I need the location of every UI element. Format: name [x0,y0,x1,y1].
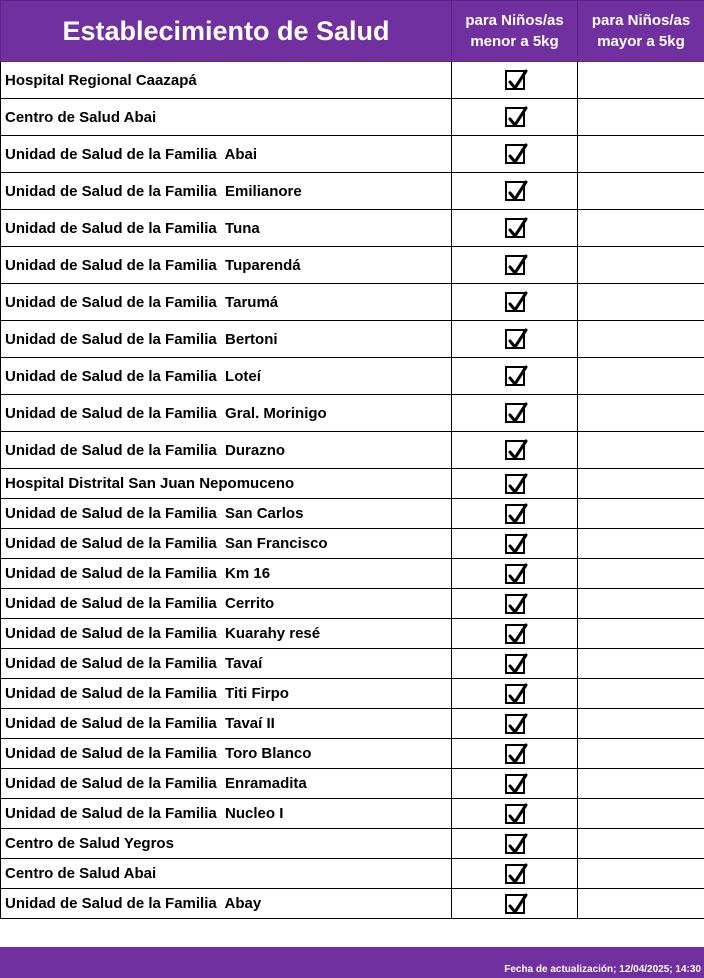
menor-5kg-cell [452,799,578,829]
checked-box-icon [505,624,525,644]
header-mayor-line1: para Niños/as [591,12,691,29]
checked-box-icon [505,144,525,164]
checked-box-icon [505,255,525,275]
table-row [1,679,704,709]
mayor-5kg-cell-empty [578,173,704,210]
table-row [1,173,704,210]
checked-box-icon [505,504,525,524]
mayor-5kg-cell-empty [578,358,704,395]
facility-name: Hospital Distrital San Juan Nepomuceno [1,469,452,499]
checked-box-icon [505,714,525,734]
table-row [1,499,704,529]
table-row [1,247,704,284]
menor-5kg-cell [452,469,578,499]
table-row [1,529,704,559]
menor-5kg-cell [452,859,578,889]
mayor-5kg-cell-empty [578,679,704,709]
table-row [1,469,704,499]
table-row [1,589,704,619]
facility-name: Unidad de Salud de la Familia Cerrito [1,589,452,619]
menor-5kg-cell [452,210,578,247]
table-row [1,649,704,679]
facility-name: Unidad de Salud de la Familia Abai [1,136,452,173]
menor-5kg-cell [452,679,578,709]
facility-name: Unidad de Salud de la Familia Tarumá [1,284,452,321]
mayor-5kg-cell-empty [578,432,704,469]
checked-box-icon [505,594,525,614]
menor-5kg-cell [452,321,578,358]
mayor-5kg-cell-empty [578,769,704,799]
checked-box-icon [505,894,525,914]
mayor-5kg-cell-empty [578,99,704,136]
mayor-5kg-cell-empty [578,529,704,559]
facility-name: Unidad de Salud de la Familia Titi Firpo [1,679,452,709]
table-row [1,799,704,829]
facility-name: Unidad de Salud de la Familia San Carlos [1,499,452,529]
update-timestamp: Fecha de actualización; 12/04/2025; 14:30 [504,964,701,975]
table-row [1,889,704,919]
facility-name: Unidad de Salud de la Familia Tavaí II [1,709,452,739]
checked-box-icon [505,804,525,824]
mayor-5kg-cell-empty [578,589,704,619]
header-establecimiento: Establecimiento de Salud [1,1,452,62]
checked-box-icon [505,366,525,386]
mayor-5kg-cell-empty [578,739,704,769]
menor-5kg-cell [452,136,578,173]
menor-5kg-cell [452,62,578,99]
table-row [1,709,704,739]
mayor-5kg-cell-empty [578,395,704,432]
table-row [1,210,704,247]
facility-name: Centro de Salud Abai [1,859,452,889]
mayor-5kg-cell-empty [578,859,704,889]
mayor-5kg-cell-empty [578,136,704,173]
mayor-5kg-cell-empty [578,649,704,679]
checked-box-icon [505,181,525,201]
menor-5kg-cell [452,395,578,432]
facility-name: Unidad de Salud de la Familia Kuarahy resé [1,619,452,649]
table-row [1,62,704,99]
menor-5kg-cell [452,358,578,395]
facility-name: Unidad de Salud de la Familia Loteí [1,358,452,395]
table-row [1,619,704,649]
table-row [1,559,704,589]
menor-5kg-cell [452,284,578,321]
table-row [1,321,704,358]
footer-bar [0,947,704,978]
mayor-5kg-cell-empty [578,619,704,649]
menor-5kg-cell [452,619,578,649]
facility-name: Unidad de Salud de la Familia Tuna [1,210,452,247]
facility-name: Unidad de Salud de la Familia San Francisco [1,529,452,559]
facility-name: Unidad de Salud de la Familia Abay [1,889,452,919]
mayor-5kg-cell-empty [578,321,704,358]
menor-5kg-cell [452,769,578,799]
menor-5kg-cell [452,739,578,769]
mayor-5kg-cell-empty [578,247,704,284]
header-mayor-5kg [578,1,704,62]
checked-box-icon [505,474,525,494]
mayor-5kg-cell-empty [578,829,704,859]
menor-5kg-cell [452,589,578,619]
mayor-5kg-cell-empty [578,284,704,321]
facility-name: Unidad de Salud de la Familia Gral. Morinigo [1,395,452,432]
mayor-5kg-cell-empty [578,210,704,247]
facility-name: Unidad de Salud de la Familia Enramadita [1,769,452,799]
header-row [1,1,704,62]
table-row [1,99,704,136]
table-row [1,358,704,395]
mayor-5kg-cell-empty [578,799,704,829]
facility-name: Unidad de Salud de la Familia Toro Blanco [1,739,452,769]
table-row [1,284,704,321]
menor-5kg-cell [452,529,578,559]
mayor-5kg-cell-empty [578,499,704,529]
header-mayor-line2: mayor a 5kg [597,33,685,50]
menor-5kg-cell [452,889,578,919]
mayor-5kg-cell-empty [578,62,704,99]
checked-box-icon [505,70,525,90]
header-menor-5kg [452,1,578,62]
menor-5kg-cell [452,499,578,529]
facility-name: Unidad de Salud de la Familia Bertoni [1,321,452,358]
facility-name: Centro de Salud Abai [1,99,452,136]
menor-5kg-cell [452,649,578,679]
facility-name: Centro de Salud Yegros [1,829,452,859]
facility-name: Unidad de Salud de la Familia Emilianore [1,173,452,210]
facility-name: Unidad de Salud de la Familia Tavaí [1,649,452,679]
table-row [1,859,704,889]
facility-name: Unidad de Salud de la Familia Nucleo I [1,799,452,829]
checked-box-icon [505,564,525,584]
facility-name: Unidad de Salud de la Familia Durazno [1,432,452,469]
mayor-5kg-cell-empty [578,469,704,499]
facility-name: Unidad de Salud de la Familia Km 16 [1,559,452,589]
mayor-5kg-cell-empty [578,559,704,589]
checked-box-icon [505,864,525,884]
checked-box-icon [505,744,525,764]
table-row [1,395,704,432]
checked-box-icon [505,774,525,794]
checked-box-icon [505,834,525,854]
menor-5kg-cell [452,432,578,469]
checked-box-icon [505,654,525,674]
menor-5kg-cell [452,559,578,589]
menor-5kg-cell [452,173,578,210]
facility-name: Hospital Regional Caazapá [1,62,452,99]
mayor-5kg-cell-empty [578,709,704,739]
table-row [1,432,704,469]
checked-box-icon [505,440,525,460]
checked-box-icon [505,684,525,704]
checked-box-icon [505,403,525,423]
checked-box-icon [505,107,525,127]
menor-5kg-cell [452,829,578,859]
checked-box-icon [505,292,525,312]
table-row [1,829,704,859]
checked-box-icon [505,534,525,554]
header-menor-line1: para Niños/as [465,12,564,29]
checked-box-icon [505,329,525,349]
table-row [1,769,704,799]
checked-box-icon [505,218,525,238]
menor-5kg-cell [452,709,578,739]
header-menor-line2: menor a 5kg [470,33,559,50]
menor-5kg-cell [452,247,578,284]
table-body [1,62,704,919]
mayor-5kg-cell-empty [578,889,704,919]
facility-name: Unidad de Salud de la Familia Tuparendá [1,247,452,284]
table-row [1,739,704,769]
table-row [1,136,704,173]
menor-5kg-cell [452,99,578,136]
